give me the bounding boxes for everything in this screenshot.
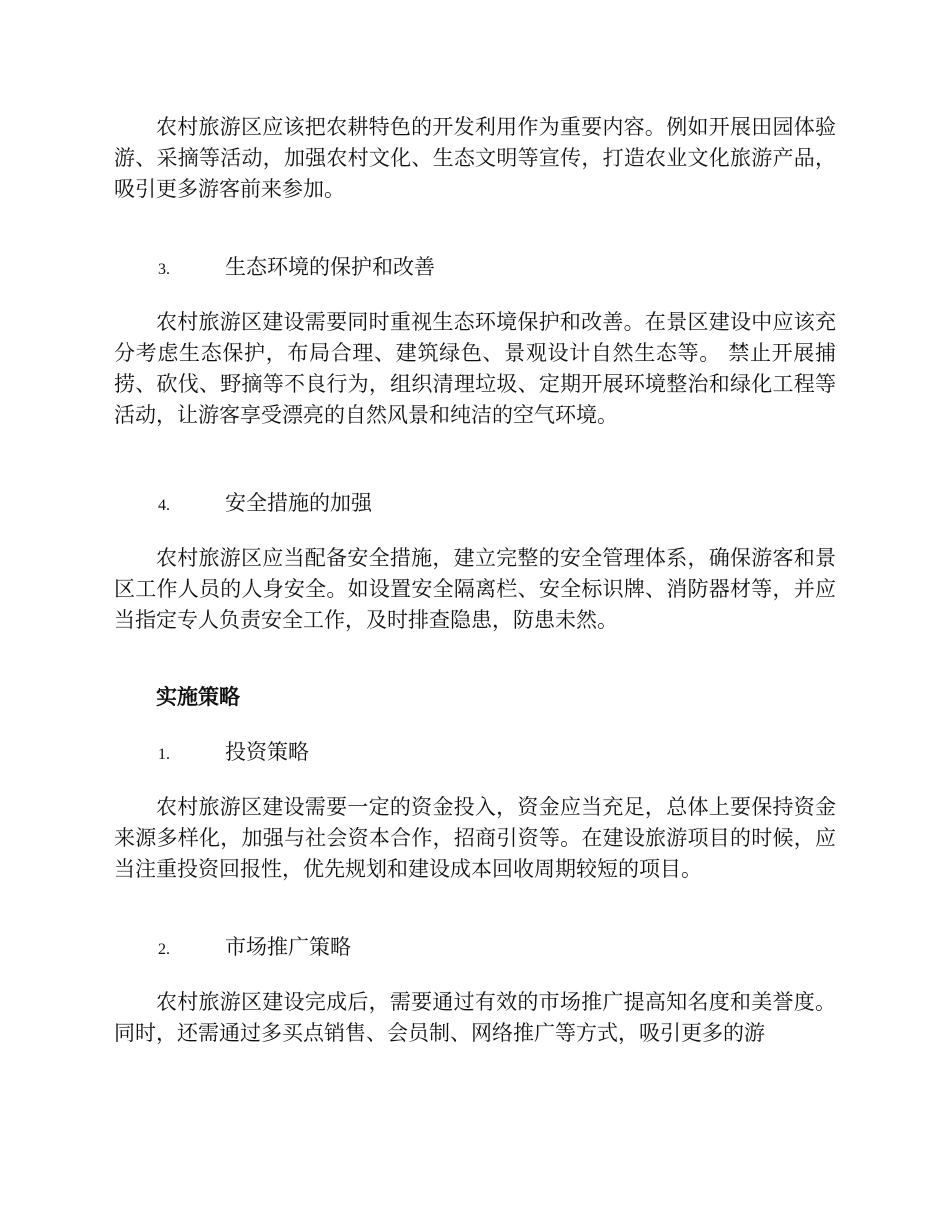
list-item-2 xyxy=(158,932,351,965)
list-item-title: 投资策略 xyxy=(225,740,309,764)
list-item-3 xyxy=(158,252,435,285)
list-number: 3. xyxy=(158,261,170,278)
paragraph-agri-features: 农村旅游区应该把农耕特色的开发利用作为重要内容。例如开展田园体验游、采摘等活动，加强农村文化、生态文明等宣传，打造农业文化旅游产品，吸引更多游客前来参加。 xyxy=(114,115,836,201)
list-item-1 xyxy=(158,737,309,770)
list-number: 2. xyxy=(158,941,170,958)
section-heading: 实施策略 xyxy=(156,685,240,709)
paragraph-ecology: 农村旅游区建设需要同时重视生态环境保护和改善。在景区建设中应该充分考虑生态保护，布局合理、建筑绿色、景观设计自然生态等。 禁止开展捕捞、砍伐、野摘等不良行为，组织清理垃圾、定期开展环境整治和绿化工程等活动，让游客享受漂亮的自然风景和纯洁的空气环境。 xyxy=(114,310,836,427)
list-item-title: 安全措施的加强 xyxy=(225,491,372,515)
list-item-4 xyxy=(158,488,372,521)
paragraph-marketing: 农村旅游区建设完成后，需要通过有效的市场推广提高知名度和美誉度。同时，还需通过多买点销售、会员制、网络推广等方式，吸引更多的游 xyxy=(114,990,836,1045)
list-number: 4. xyxy=(158,497,170,514)
list-number: 1. xyxy=(158,746,170,763)
paragraph-safety: 农村旅游区应当配备安全措施，建立完整的安全管理体系，确保游客和景区工作人员的人身安全。如设置安全隔离栏、安全标识牌、消防器材等，并应当指定专人负责安全工作，及时排查隐患，防患未然。 xyxy=(114,546,836,632)
list-item-title: 生态环境的保护和改善 xyxy=(225,255,435,279)
list-item-title: 市场推广策略 xyxy=(225,935,351,959)
paragraph-investment: 农村旅游区建设需要一定的资金投入，资金应当充足，总体上要保持资金来源多样化，加强与社会资本合作，招商引资等。在建设旅游项目的时候，应当注重投资回报性，优先规划和建设成本回收周期较短的项目。 xyxy=(114,795,836,881)
